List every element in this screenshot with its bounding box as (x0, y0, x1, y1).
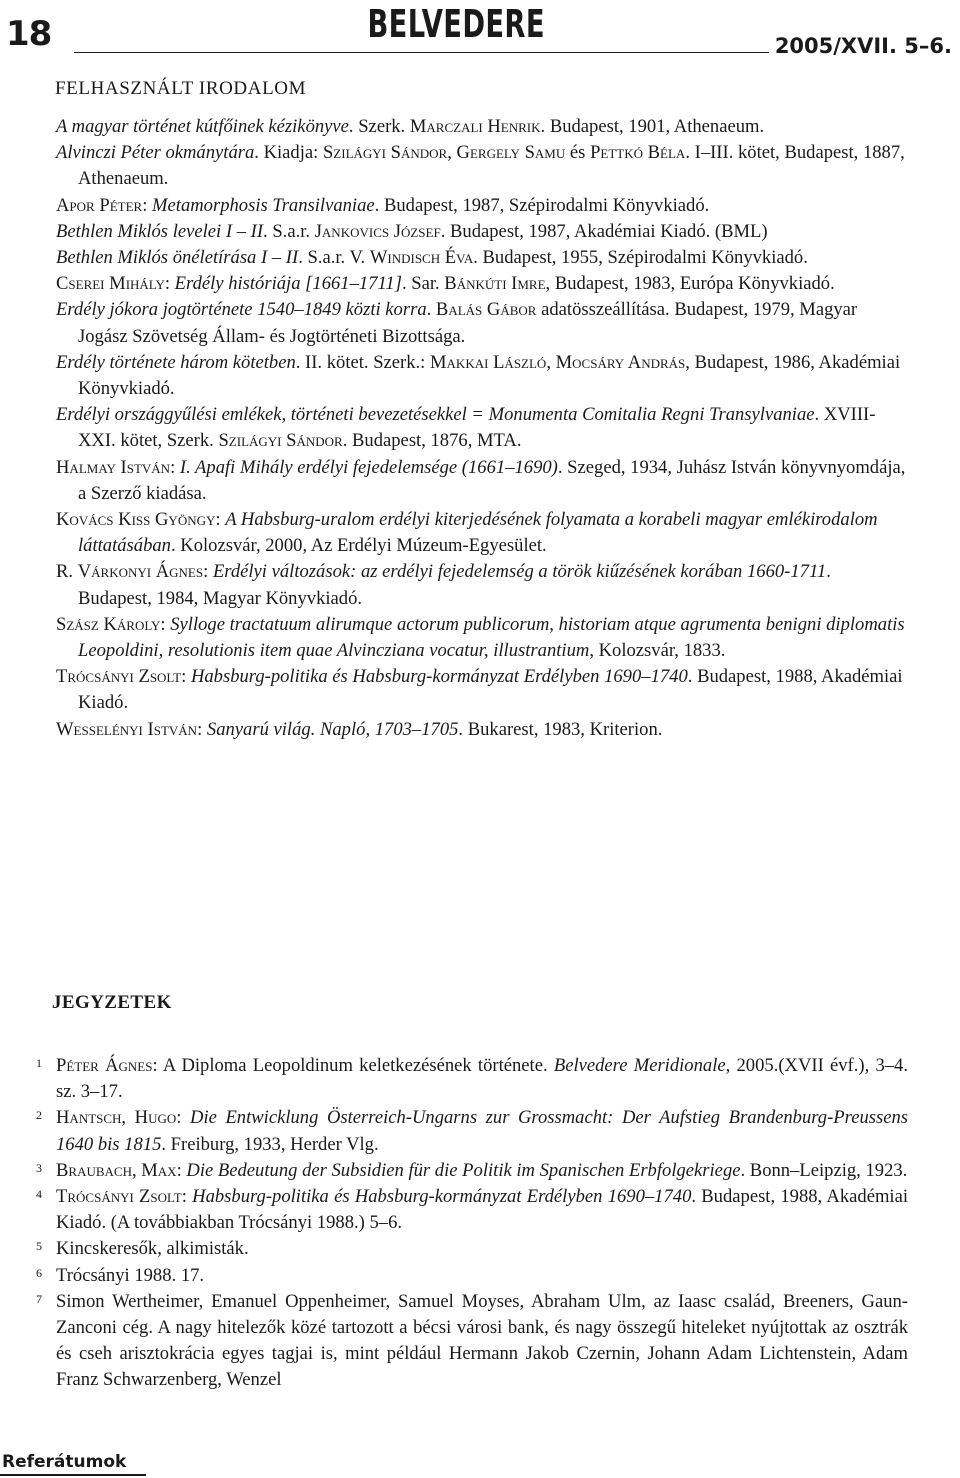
footnote-number: 4 (36, 1187, 42, 1202)
issue-label: 2005/XVII. 5–6. (769, 34, 952, 58)
footer-rule (0, 1474, 146, 1476)
bibliography-entry: Trócsányi Zsolt: Habsburg-politika és Habsburg-kormányzat Erdélyben 1690–1740. Budapest, 1988, Akadémiai Kiadó. (56, 666, 903, 714)
footnote (36, 1263, 908, 1289)
footnote (36, 1289, 908, 1394)
footnote-text: Kincskeresők, alkimisták. (56, 1238, 249, 1260)
bibliography-entry: Erdély története három kötetben. II. kötet. Szerk.: Makkai László, Mocsáry András, Budapest, 1986, Akadémiai Könyvkiadó. (56, 351, 901, 400)
bibliography-entry: Bethlen Miklós levelei I – II. S.a.r. Jankovics József. Budapest, 1987, Akadémiai Kiadó. (BML) (56, 220, 768, 242)
footer-section-label: Referátumok (2, 1452, 127, 1472)
bibliography-entry: Cserei Mihály: Erdély históriája [1661–1711]. Sar. Bánkúti Imre, Budapest, 1983, Európa Könyvkiadó. (56, 273, 835, 295)
footnote-text: Péter Ágnes: A Diploma Leopoldinum keletkezésének története. Belvedere Meridionale, 2005.(XVII évf.), 3–4. sz. 3–17. (56, 1055, 908, 1103)
page-header (0, 0, 960, 66)
notes-heading: JEGYZETEK (52, 992, 172, 1013)
bibliography-entry: Bethlen Miklós önéletírása I – II. S.a.r. V. Windisch Éva. Budapest, 1955, Szépirodalmi Könyvkiadó. (56, 247, 808, 269)
bibliography-entry: Kovács Kiss Gyöngy: A Habsburg-uralom erdélyi kiterjedésének folyamata a korabeli magyar emlékirodalom láttatásában. Kolozsvár, 2000, Az Erdélyi Múzeum-Egyesület. (56, 509, 878, 557)
page-number: 18 (6, 14, 52, 54)
bibliography-entry: Szász Károly: Sylloge tractatuum alirumque actorum publicorum, historiam atque agrumenta benigni diplomatis Leopoldini, resolutionis item quae Alvincziana vocatur, illustrantium, Kolozsvár, 1833. (56, 613, 905, 662)
footnote-number: 6 (36, 1265, 42, 1280)
bibliography-heading: FELHASZNÁLT IRODALOM (55, 78, 307, 99)
bibliography-entry: A magyar történet kútfőinek kézikönyve. Szerk. Marczali Henrik. Budapest, 1901, Athenaeum. (56, 116, 765, 137)
footnote-number: 7 (36, 1291, 42, 1306)
footnote-text: Hantsch, Hugo: Die Entwicklung Österreich-Ungarns zur Grossmacht: Der Aufstieg Brandenburg-Preussens 1640 bis 1815. Freiburg, 1933, Herder Vlg. (56, 1107, 908, 1155)
footnote-text: Braubach, Max: Die Bedeutung der Subsidien für die Politik im Spanischen Erbfolgekriege. Bonn–Leipzig, 1923. (56, 1159, 908, 1181)
bibliography-entry: Wesselényi István: Sanyarú világ. Napló, 1703–1705. Bukarest, 1983, Kriterion. (56, 718, 663, 740)
bibliography-entry: Apor Péter: Metamorphosis Transilvaniae. Budapest, 1987, Szépirodalmi Könyvkiadó. (56, 194, 710, 216)
footnote-number: 3 (36, 1160, 42, 1175)
footnote (36, 1184, 909, 1236)
footnote-text: Trócsányi 1988. 17. (56, 1264, 205, 1286)
footnote (36, 1236, 908, 1262)
footnote-number: 2 (36, 1108, 42, 1123)
footnote (36, 1158, 908, 1184)
bibliography-entry: R. Várkonyi Ágnes: Erdélyi változások: az erdélyi fejedelemség a török kiűzésének korában 1660-1711. Budapest, 1984, Magyar Könyvkiadó. (56, 561, 831, 609)
journal-title: BELVEDERE (367, 2, 545, 46)
footnote-number: 5 (36, 1239, 42, 1254)
footnote-text: Simon Wertheimer, Emanuel Oppenheimer, Samuel Moyses, Abraham Ulm, az Iaasc család, Breeners, Gaun-Zanconi cég. A nagy hitelezők közé tartozott a bécsi városi bank, és nagy összegű hiteleket nyújtottak az osztrák és cseh arisztokrácia egyes tagjai is, mint például Hermann Jakob Czernin, Johann Adam Lichtenstein, Adam Franz Schwarzenberg, Wenzel (56, 1290, 908, 1391)
footnote-number: 1 (36, 1056, 42, 1070)
notes-list (36, 1053, 909, 1394)
bibliography-entry: Alvinczi Péter okmánytára. Kiadja: Szilágyi Sándor, Gergely Samu és Pettkó Béla. I–III. kötet, Budapest, 1887, Athenaeum. (56, 142, 905, 190)
footnote (36, 1105, 908, 1157)
footnote (36, 1053, 908, 1105)
bibliography-entry: Erdély jókora jogtörténete 1540–1849 közti korra. Balás Gábor adatösszeállítása. Budapest, 1979, Magyar Jogász Szövetség Állam- és Jogtörténeti Bizottsága. (56, 299, 858, 347)
footnote-text: Trócsányi Zsolt: Habsburg-politika és Habsburg-kormányzat Erdélyben 1690–1740. Budapest, 1988, Akadémiai Kiadó. (A továbbiakban Trócsányi 1988.) 5–6. (56, 1186, 909, 1234)
bibliography-entry: Erdélyi országgyűlési emlékek, történeti bevezetésekkel = Monumenta Comitalia Regni Transylvaniae. XVIII-XXI. kötet, Szerk. Szilágyi Sándor. Budapest, 1876, MTA. (56, 404, 876, 452)
bibliography-list (56, 114, 908, 743)
bibliography-entry: Halmay István: I. Apafi Mihály erdélyi fejedelemsége (1661–1690). Szeged, 1934, Juhász István könyvnyomdája, a Szerző kiadása. (56, 456, 906, 504)
